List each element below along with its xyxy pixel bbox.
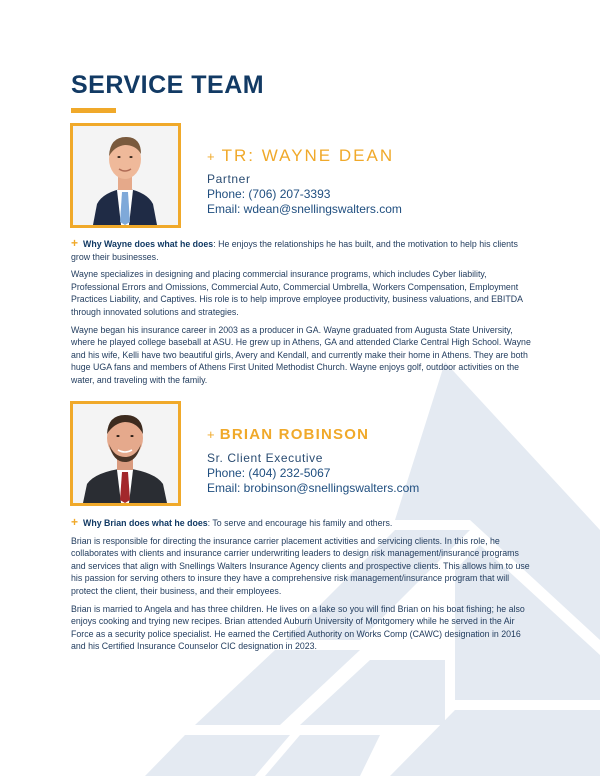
role-text: Sr. Client Executive: [207, 451, 324, 465]
bio-paragraph: Wayne began his insurance career in 2003 as a producer in GA. Wayne graduated from Augusta State University, where he played college baseball at ASU. He grew up in Athens, GA and attended Clarke Central High School. Wayne and his wife, Kelli have two beautiful girls, Avery and Kendall, and currently make their home in Athens. They are both huge UGA fans and members of Athens First United Methodist Church. Wayne enjoys golf, outdoor activities on the water, and traveling with the family.: [71, 324, 531, 385]
plus-icon: +: [71, 236, 79, 250]
brian-robinson-photo: [70, 401, 181, 506]
wayne-dean-contact: [207, 172, 402, 217]
brian-robinson-contact: [207, 451, 419, 496]
wayne-dean-bio: [71, 237, 531, 392]
brian-robinson-bio: [71, 516, 531, 658]
brian-robinson-name: [207, 425, 369, 445]
role-text: Partner: [207, 172, 251, 186]
phone-text: Phone: (404) 232-5067: [207, 466, 331, 480]
plus-icon: +: [71, 515, 79, 529]
bio-paragraph: Brian is married to Angela and has three children. He lives on a lake so you will find Brian on his boat fishing; he also enjoys cooking and trying new recipes. Brian attended Auburn University of Montgomery while he served in the Air Force as a security police specialist. He earned the Certified Authority on Works Comp (CAWC) designation in 2016 and his Certified Insurance Counselor CIC designation in 2023.: [71, 603, 525, 652]
page-title: SERVICE TEAM: [71, 71, 265, 99]
why-paragraph: [71, 516, 531, 530]
phone-text: Phone: (706) 207-3393: [207, 187, 331, 201]
why-heading: Why Wayne does what he does: [83, 239, 214, 249]
bio-paragraph: Wayne specializes in designing and placing commercial insurance programs, which includes Cyber liability, Professional Errors and Omissions, Commercial Auto, Commercial Umbrella, Workers Compensation, Employment Practices Liability, and Captives. His role is to help improve employee productivity, business valuations, and EBITDA through innovated solutions and strategies.: [71, 269, 523, 317]
bio-paragraph: Brian is responsible for directing the insurance carrier placement activities and servicing clients. In this role, he collaborates with clients and insurance carrier underwriting leaders to design risk management/insurance programs and services that align with Snellings Walters Insurance Agency clients and prospective clients. This allows him to use his passion for serving others to insure they have a comprehensive risk management/insurance program that will protect the client, their business, and their employees.: [71, 535, 530, 596]
email-link[interactable]: Email: wdean@snellingswalters.com: [207, 202, 402, 216]
why-text: : To serve and encourage his family and others.: [207, 518, 393, 528]
plus-icon: +: [207, 149, 217, 164]
why-text: : He enjoys the relationships he has built, and the motivation to help his clients grow their businesses.: [71, 239, 518, 262]
plus-icon: +: [207, 427, 216, 442]
name-text: BRIAN ROBINSON: [219, 426, 370, 443]
wayne-dean-name: [207, 146, 394, 167]
title-underline: [71, 108, 116, 113]
name-text: TR: WAYNE DEAN: [221, 146, 395, 165]
email-link[interactable]: Email: brobinson@snellingswalters.com: [207, 481, 420, 495]
wayne-dean-photo: [70, 123, 181, 228]
why-heading: Why Brian does what he does: [83, 518, 208, 528]
why-paragraph: [71, 237, 531, 263]
